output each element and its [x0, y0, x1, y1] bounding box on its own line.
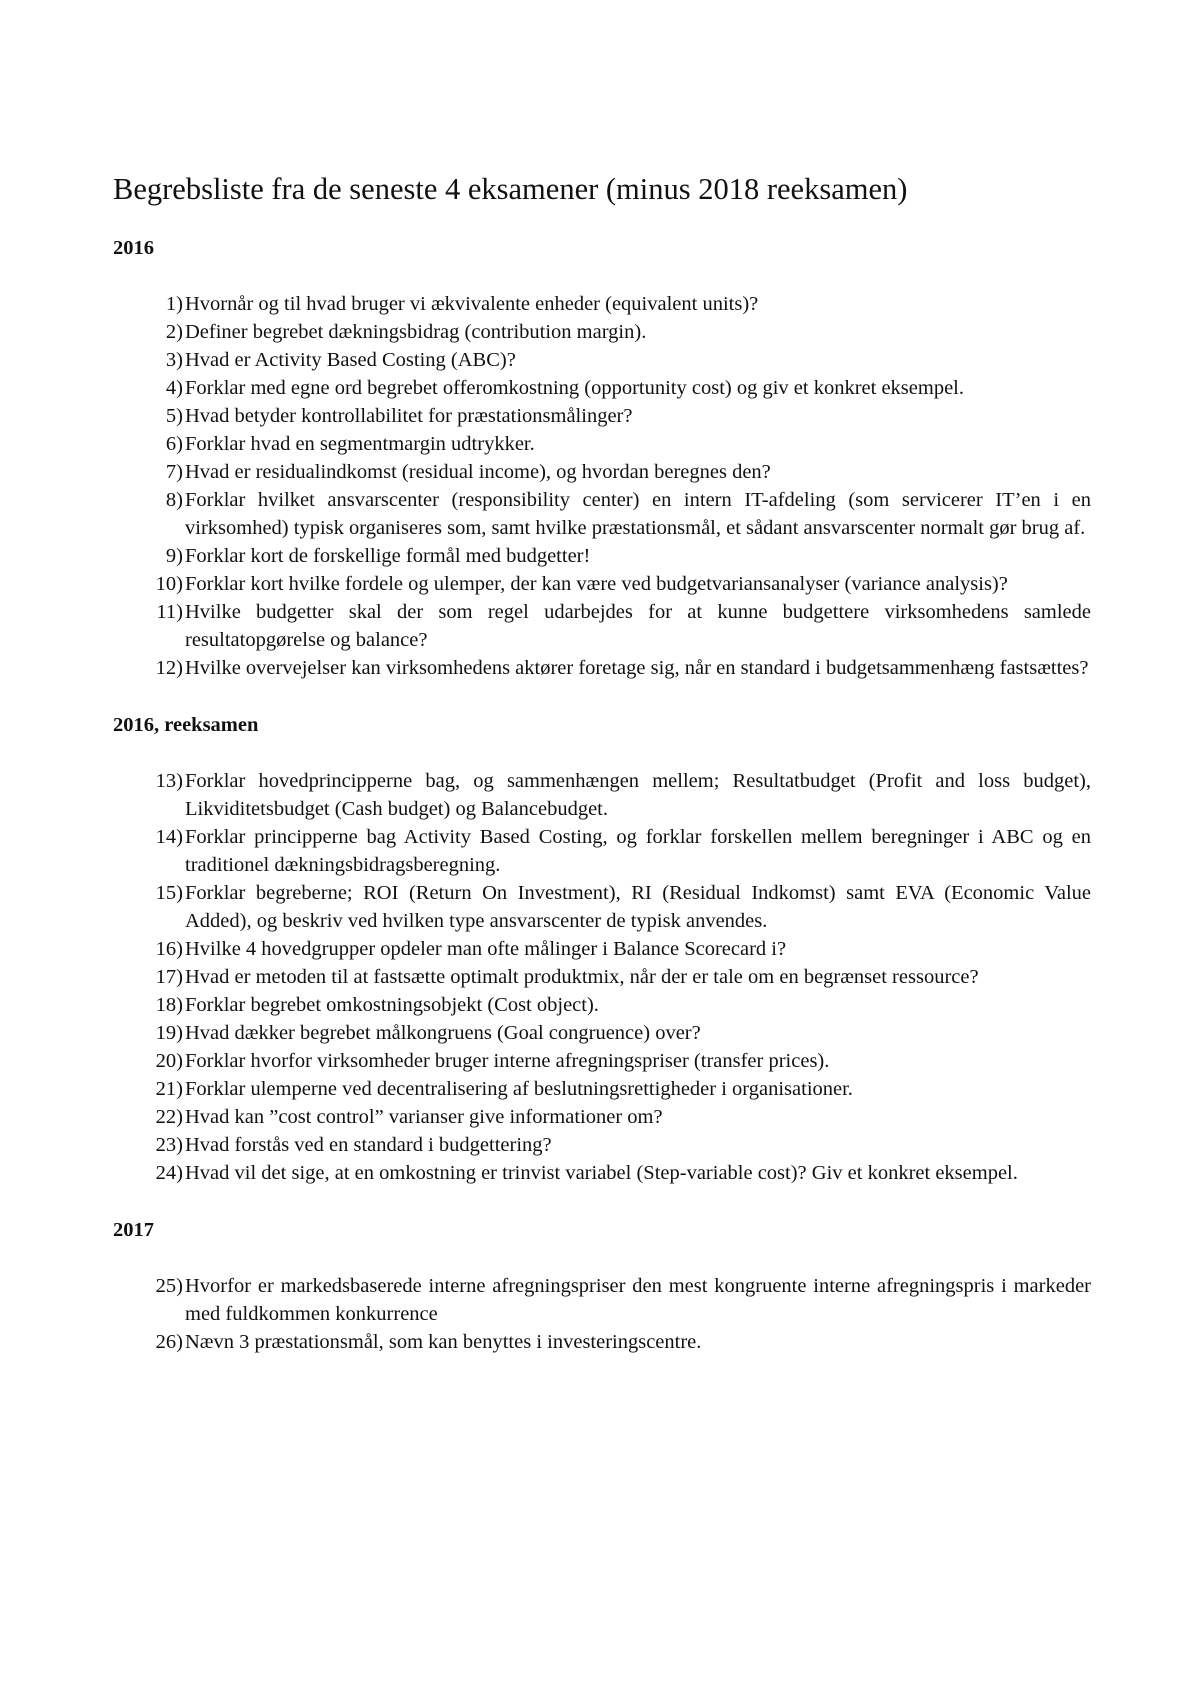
list-item: [113, 1047, 1091, 1075]
question-number: 24): [155, 1162, 183, 1184]
question-number: 18): [155, 994, 183, 1016]
question-text: Hvad kan ”cost control” varianser give informationer om?: [185, 1106, 663, 1128]
question-number: 11): [156, 601, 183, 623]
question-number: 6): [165, 433, 183, 455]
question-text: Hvad er metoden til at fastsætte optimalt produktmix, når der er tale om en begrænset ressource?: [185, 966, 979, 988]
list-item: [113, 430, 1091, 458]
question-number: 25): [155, 1275, 183, 1297]
question-number: 22): [155, 1106, 183, 1128]
question-list-2016-reeksamen: [113, 767, 1091, 1187]
question-text: Forklar med egne ord begrebet offeromkostning (opportunity cost) og giv et konkret eksempel.: [185, 377, 964, 399]
question-text: Forklar hvad en segmentmargin udtrykker.: [185, 433, 535, 455]
page-title: Begrebsliste fra de seneste 4 eksamener (minus 2018 reeksamen): [113, 172, 908, 206]
question-number: 7): [165, 461, 183, 483]
list-item: [113, 542, 1091, 570]
question-text: Forklar kort hvilke fordele og ulemper, der kan være ved budgetvariansanalyser (variance analysis)?: [185, 573, 1008, 595]
question-number: 14): [155, 826, 183, 848]
question-number: 23): [155, 1134, 183, 1156]
question-number: 8): [165, 489, 183, 511]
question-text: Hvornår og til hvad bruger vi ækvivalente enheder (equivalent units)?: [185, 293, 759, 315]
question-text: Hvad betyder kontrollabilitet for præstationsmålinger?: [185, 405, 633, 427]
question-text: Hvilke overvejelser kan virksomhedens aktører foretage sig, når en standard i budgetsammenhæng fastsættes?: [185, 657, 1089, 679]
question-number: 3): [165, 349, 183, 371]
list-item: [113, 879, 1091, 935]
question-text: Hvad er Activity Based Costing (ABC)?: [185, 349, 516, 371]
list-item: [113, 1328, 1091, 1356]
question-number: 5): [165, 405, 183, 427]
list-item: [113, 1131, 1091, 1159]
question-number: 10): [155, 573, 183, 595]
question-text: Forklar begrebet omkostningsobjekt (Cost object).: [185, 994, 599, 1016]
list-item: [113, 402, 1091, 430]
question-text: Definer begrebet dækningsbidrag (contribution margin).: [185, 321, 647, 343]
question-text: Forklar hvilket ansvarscenter (responsibility center) en intern IT-afdeling (som servicerer IT’en i en virksomhed) typisk organiseres som, samt hvilke præstationsmål, et sådant ansvarscenter normalt gør brug af.: [185, 489, 1091, 539]
section-heading-2016-reeksamen: 2016, reeksamen: [113, 714, 259, 736]
list-item: [113, 654, 1091, 682]
question-number: 4): [165, 377, 183, 399]
question-text: Nævn 3 præstationsmål, som kan benyttes i investeringscentre.: [185, 1331, 702, 1353]
list-item: [113, 486, 1091, 542]
question-number: 21): [155, 1078, 183, 1100]
list-item: [113, 963, 1091, 991]
question-text: Hvorfor er markedsbaserede interne afregningspriser den mest kongruente interne afregningspris i markeder med fuldkommen konkurrence: [185, 1275, 1091, 1325]
question-number: 2): [165, 321, 183, 343]
list-item: [113, 598, 1091, 654]
list-item: [113, 1075, 1091, 1103]
question-text: Forklar kort de forskellige formål med budgetter!: [185, 545, 591, 567]
question-number: 16): [155, 938, 183, 960]
question-number: 12): [155, 657, 183, 679]
list-item: [113, 767, 1091, 823]
question-text: Hvilke 4 hovedgrupper opdeler man ofte målinger i Balance Scorecard i?: [185, 938, 787, 960]
list-item: [113, 458, 1091, 486]
list-item: [113, 570, 1091, 598]
list-item: [113, 1159, 1091, 1187]
list-item: [113, 346, 1091, 374]
section-heading-2017: 2017: [113, 1219, 154, 1241]
document-page: [113, 170, 1091, 1356]
list-item: [113, 1019, 1091, 1047]
question-text: Hvad er residualindkomst (residual income), og hvordan beregnes den?: [185, 461, 771, 483]
question-text: Hvad dækker begrebet målkongruens (Goal congruence) over?: [185, 1022, 701, 1044]
question-text: Hvad forstås ved en standard i budgettering?: [185, 1134, 552, 1156]
list-item: [113, 991, 1091, 1019]
list-item: [113, 823, 1091, 879]
question-number: 17): [155, 966, 183, 988]
question-text: Hvilke budgetter skal der som regel udarbejdes for at kunne budgettere virksomhedens samlede resultatopgørelse og balance?: [185, 601, 1091, 651]
question-number: 20): [155, 1050, 183, 1072]
question-number: 26): [155, 1331, 183, 1353]
question-text: Forklar ulemperne ved decentralisering af beslutningsrettigheder i organisationer.: [185, 1078, 853, 1100]
list-item: [113, 290, 1091, 318]
list-item: [113, 374, 1091, 402]
list-item: [113, 1103, 1091, 1131]
question-number: 19): [155, 1022, 183, 1044]
question-list-2016: [113, 290, 1091, 682]
question-list-2017: [113, 1272, 1091, 1356]
section-heading-2016: 2016: [113, 237, 154, 259]
question-number: 13): [155, 770, 183, 792]
question-number: 15): [155, 882, 183, 904]
question-text: Forklar principperne bag Activity Based Costing, og forklar forskellen mellem beregninger i ABC og en traditionel dækningsbidragsberegning.: [185, 826, 1091, 876]
list-item: [113, 318, 1091, 346]
question-text: Hvad vil det sige, at en omkostning er trinvist variabel (Step-variable cost)? Giv et konkret eksempel.: [185, 1162, 1018, 1184]
question-text: Forklar hovedprincipperne bag, og sammenhængen mellem; Resultatbudget (Profit and loss budget), Likviditetsbudget (Cash budget) og Balancebudget.: [185, 770, 1091, 820]
question-number: 1): [165, 293, 183, 315]
question-text: Forklar hvorfor virksomheder bruger interne afregningspriser (transfer prices).: [185, 1050, 830, 1072]
question-text: Forklar begreberne; ROI (Return On Investment), RI (Residual Indkomst) samt EVA (Economic Value Added), og beskriv ved hvilken type ansvarscenter de typisk anvendes.: [185, 882, 1091, 932]
question-number: 9): [165, 545, 183, 567]
list-item: [113, 1272, 1091, 1328]
list-item: [113, 935, 1091, 963]
